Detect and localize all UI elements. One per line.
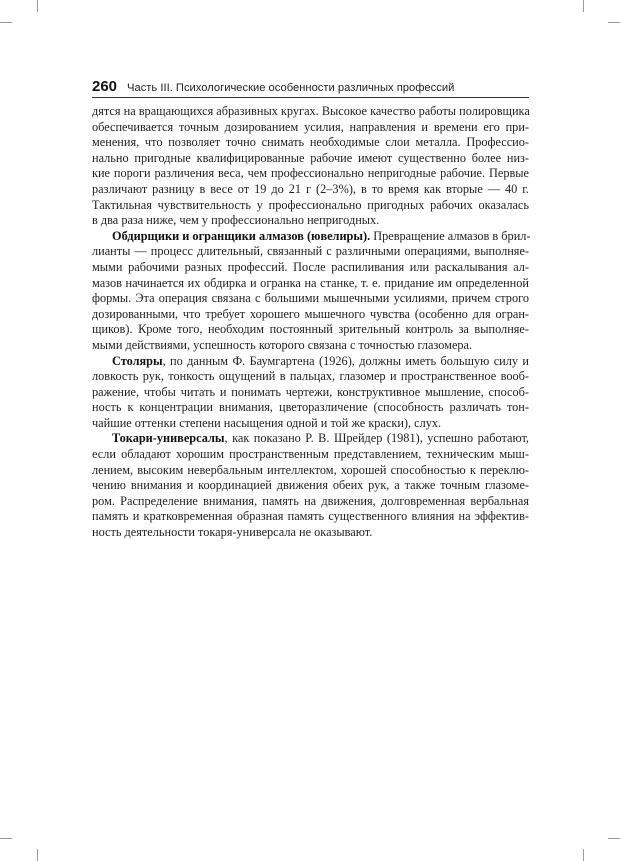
text-line: если обладают хорошим пространственным представлением, техническим мыш- <box>92 447 529 462</box>
text-line: ность деятельности токаря-универсала не оказывают. <box>92 525 373 540</box>
text-line: ловкость рук, тонкость ощущений в пальцах, глазомер и пространственное вооб- <box>92 369 529 384</box>
text-line: ражение, чтобы читать и понимать чертежи, конструктивное мышление, способ- <box>92 384 529 399</box>
text-line: память и кратковременная образная память существенного влияния на эффектив- <box>92 509 529 524</box>
crop-mark <box>608 22 620 23</box>
running-header <box>92 78 529 96</box>
crop-mark <box>583 849 584 861</box>
crop-mark <box>583 0 584 12</box>
paragraph <box>92 354 529 432</box>
text-line <box>92 229 529 245</box>
text-line: дозированными, что требует хорошего мышечного чувства (особенно для огран- <box>92 306 529 321</box>
text-line: ром. Распределение внимания, память на движения, долговременная вербальная <box>92 493 529 508</box>
text-line: ность к концентрации внимания, цветоразличение (способность различать тон- <box>92 400 529 415</box>
text-run: , по данным Ф. Баумгартена (1926), должны иметь большую силу и <box>162 353 529 368</box>
text-line <box>92 354 529 370</box>
crop-mark <box>608 838 620 839</box>
text-line: щиков). Кроме того, необходим постоянный зрительный контроль за выполняе- <box>92 322 529 337</box>
text-line: в два раза ниже, чем у профессионально непригодных. <box>92 213 380 228</box>
text-line: нально пригодные квалифицированные рабочие имеют существенно более низ- <box>92 150 529 165</box>
crop-mark <box>37 0 38 12</box>
crop-mark <box>0 22 12 23</box>
text-line: мыми рабочими разных профессий. После распиливания или раскалывания ал- <box>92 259 529 274</box>
paragraph <box>92 431 529 540</box>
page-number: 260 <box>92 78 118 95</box>
text-line: мыми действиями, успешность которого связана с точностью глазомера. <box>92 337 473 352</box>
paragraph <box>92 229 529 354</box>
header-divider <box>92 97 529 98</box>
running-title: Часть III. Психологические особенности различных профессий <box>127 82 455 94</box>
crop-mark <box>37 849 38 861</box>
text-line: чению внимания и координацией движения обеих рук, а также точным глазоме- <box>92 478 529 493</box>
body-text <box>92 104 529 541</box>
text-line: дятся на вращающихся абразивных кругах. Высокое качество работы полировщика <box>92 104 530 118</box>
text-line: чайшие оттенки степени насыщения одной и той же краски), слух. <box>92 415 442 430</box>
text-line: лением, высоким невербальным интеллектом, хорошей способностью к переклю- <box>92 462 529 477</box>
term-bold: Токари-универсалы <box>112 431 225 446</box>
text-line: лианты — процесс длительный, связанный с различными операциями, выполняе- <box>92 244 529 259</box>
crop-mark <box>0 838 12 839</box>
text-line: обеспечивается точным дозированием усилия, направления и времени его при- <box>92 119 529 134</box>
text-line: мазов начинается их обдирка и огранка на станке, т. е. придание им определенной <box>92 275 529 290</box>
text-line: различают разницу в весе от 19 до 21 г (2–3%), в то время как вторые — 40 г. <box>92 181 529 196</box>
text-line: формы. Эта операция связана с большими мышечными усилиями, причем строго <box>92 291 529 306</box>
text-line: Тактильная чувствительность у профессионально пригодных рабочих оказалась <box>92 197 529 212</box>
term-bold: Столяры <box>112 353 163 368</box>
paragraph <box>92 104 529 229</box>
text-line: кие пороги различения веса, чем профессионально непригодные рабочие. Первые <box>92 166 529 181</box>
text-run: , как показано Р. В. Шрейдер (1981), успешно работают, <box>224 431 529 446</box>
term-bold: Обдирщики и огранщики алмазов (ювелиры). <box>112 228 371 243</box>
text-run: Превращение алмазов в брил- <box>370 228 531 243</box>
text-line: менения, что позволяет точно снимать необходимые слои металла. Профессио- <box>92 135 529 150</box>
text-line <box>92 431 529 447</box>
